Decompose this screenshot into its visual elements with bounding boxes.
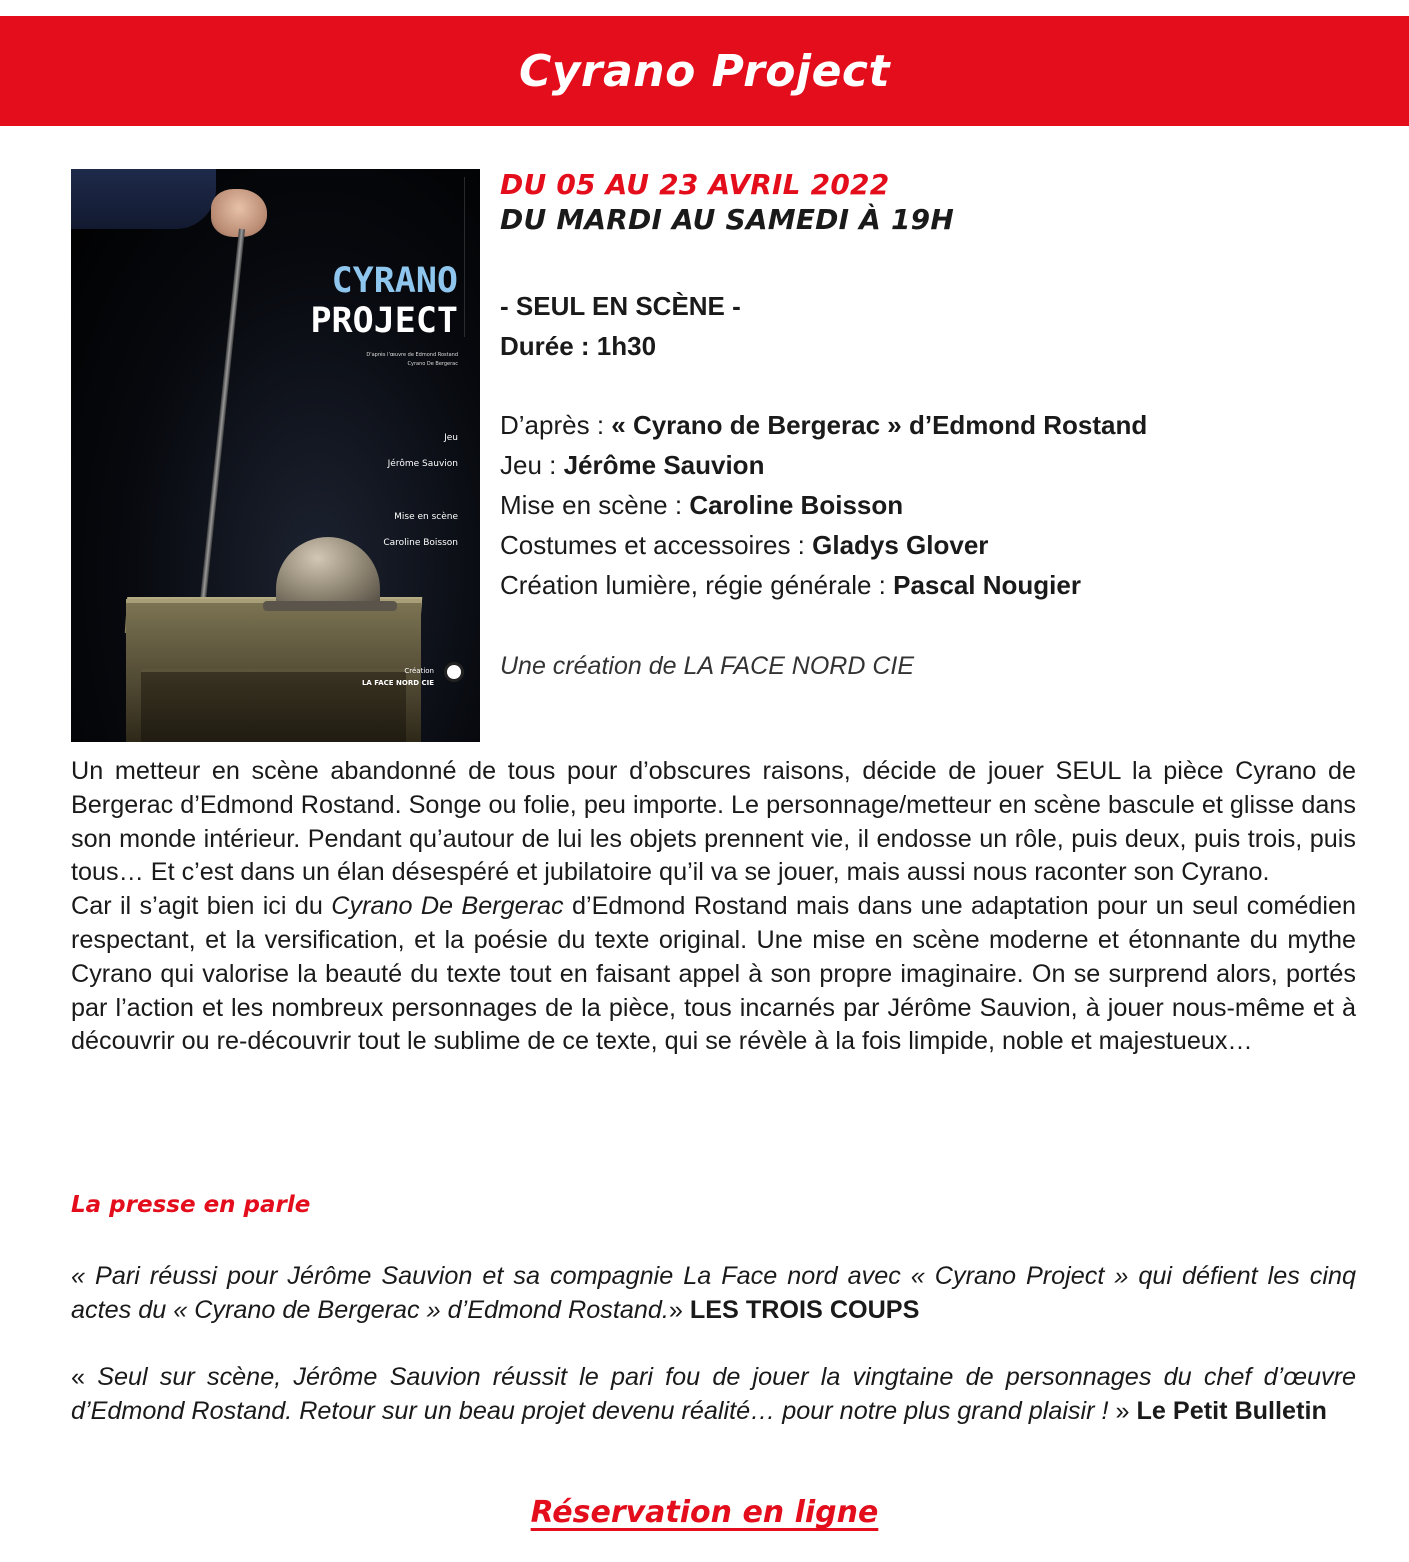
show-genre: - SEUL EN SCÈNE - — [500, 291, 741, 321]
credit-row — [500, 565, 1147, 605]
credit-value: Jérôme Sauvion — [563, 450, 765, 480]
poster-cane — [197, 229, 245, 627]
credit-label: Costumes et accessoires : — [500, 530, 813, 560]
reservation-area — [0, 1495, 1409, 1530]
show-duration: Durée : 1h30 — [500, 331, 657, 361]
description-text: d’Edmond Rostand mais dans une adaptation pour un seul comédien respectant, et la versification, et la poésie du texte original. Une mise en scène moderne et étonnante du mythe Cyrano qui valorise la beauté du texte tout en faisant appel à son propre imaginaire. On se surprend alors, portés par l’action et les nombreux personnages de la pièce, tous incarnés par Jérôme Sauvion, à jouer nous-même et à découvrir ou re-découvrir tout le sublime de ce texte, qui se révèle à la fois limpide, noble et majestueux… — [71, 892, 1356, 1056]
page-title: Cyrano Project — [518, 45, 891, 97]
poster-title-line2: PROJECT — [310, 301, 458, 341]
credit-value: Gladys Glover — [812, 530, 989, 560]
poster-helmet-brim — [263, 601, 397, 611]
credit-value: Pascal Nougier — [893, 570, 1081, 600]
title-banner — [0, 16, 1409, 126]
poster-title-line1: CYRANO — [331, 261, 458, 301]
show-dates: DU 05 AU 23 AVRIL 2022 — [500, 168, 890, 201]
reservation-link[interactable]: Réservation en ligne — [530, 1495, 879, 1530]
poster-subtitle-line2: Cyrano De Bergerac — [407, 361, 458, 367]
quote-text: Seul sur scène, Jérôme Sauvion réussit le pari fou de jouer la vingtaine de personnages du chef d’œuvre d’Edmond Rostand. Retour sur un beau projet devenu réalité… pour notre plus grand plaisir ! — [71, 1363, 1356, 1425]
show-info — [500, 168, 1360, 680]
quote-source: Le Petit Bulletin — [1136, 1397, 1327, 1425]
credits-list — [500, 405, 1147, 605]
credit-row — [500, 485, 1147, 525]
quote-source: LES TROIS COUPS — [689, 1296, 920, 1324]
credit-label: Mise en scène : — [500, 490, 690, 520]
company-logo-icon — [444, 662, 464, 682]
credit-label: Création lumière, régie générale : — [500, 570, 894, 600]
credit-row — [500, 525, 1147, 565]
poster-creation-label: Création — [404, 667, 434, 675]
poster-side-credit — [464, 177, 476, 337]
show-poster — [71, 169, 480, 742]
poster-arm — [71, 169, 216, 229]
credit-value: « Cyrano de Bergerac » d’Edmond Rostand — [611, 410, 1148, 440]
description-paragraph-2 — [71, 890, 1356, 1059]
poster-helmet — [276, 537, 380, 607]
creation-note: Une création de LA FACE NORD CIE — [500, 652, 915, 680]
description-play-title: Cyrano De Bergerac — [331, 892, 564, 921]
quote-open: « — [71, 1262, 96, 1290]
poster-subtitle-line1: D'après l'œuvre de Edmond Rostand — [366, 352, 458, 358]
credit-label: Jeu : — [500, 450, 564, 480]
quote-text: Pari réussi pour Jérôme Sauvion et sa compagnie La Face nord avec « Cyrano Project » qui défient les cinq actes du « Cyrano de Bergerac » d’Edmond Rostand. — [71, 1262, 1356, 1324]
description-text: Car il s’agit bien ici du — [71, 892, 332, 921]
poster-mise-label: Mise en scène — [394, 512, 458, 522]
quote-close: » — [1108, 1397, 1137, 1425]
show-description — [71, 755, 1356, 1059]
credit-value: Caroline Boisson — [689, 490, 904, 520]
quote-close: » — [668, 1296, 690, 1324]
poster-subtitle — [366, 351, 458, 369]
poster-jeu-label: Jeu — [444, 433, 458, 443]
poster-mise-name: Caroline Boisson — [383, 538, 458, 548]
credit-row — [500, 405, 1147, 445]
show-schedule: DU MARDI AU SAMEDI À 19H — [500, 203, 954, 236]
description-paragraph-1: Un metteur en scène abandonné de tous pour d’obscures raisons, décide de jouer SEUL la pièce Cyrano de Bergerac d’Edmond Rostand. Songe ou folie, peu importe. Le personnage/metteur en scène bascule et glisse dans son monde intérieur. Pendant qu’autour de lui les objets prennent vie, il endosse un rôle, puis deux, puis trois, puis tous… Et c’est dans un élan désespéré et jubilatoire qu’il va se jouer, mais aussi nous raconter son Cyrano. — [71, 757, 1356, 887]
poster-company: LA FACE NORD CIE — [361, 679, 434, 687]
press-quote — [71, 1259, 1356, 1327]
press-heading: La presse en parle — [71, 1192, 311, 1218]
credit-row — [500, 445, 1147, 485]
credit-label: D’après : — [500, 410, 612, 440]
poster-jeu-name: Jérôme Sauvion — [387, 459, 458, 469]
press-quote — [71, 1360, 1356, 1428]
quote-open: « — [71, 1363, 98, 1391]
poster-title — [268, 261, 458, 341]
